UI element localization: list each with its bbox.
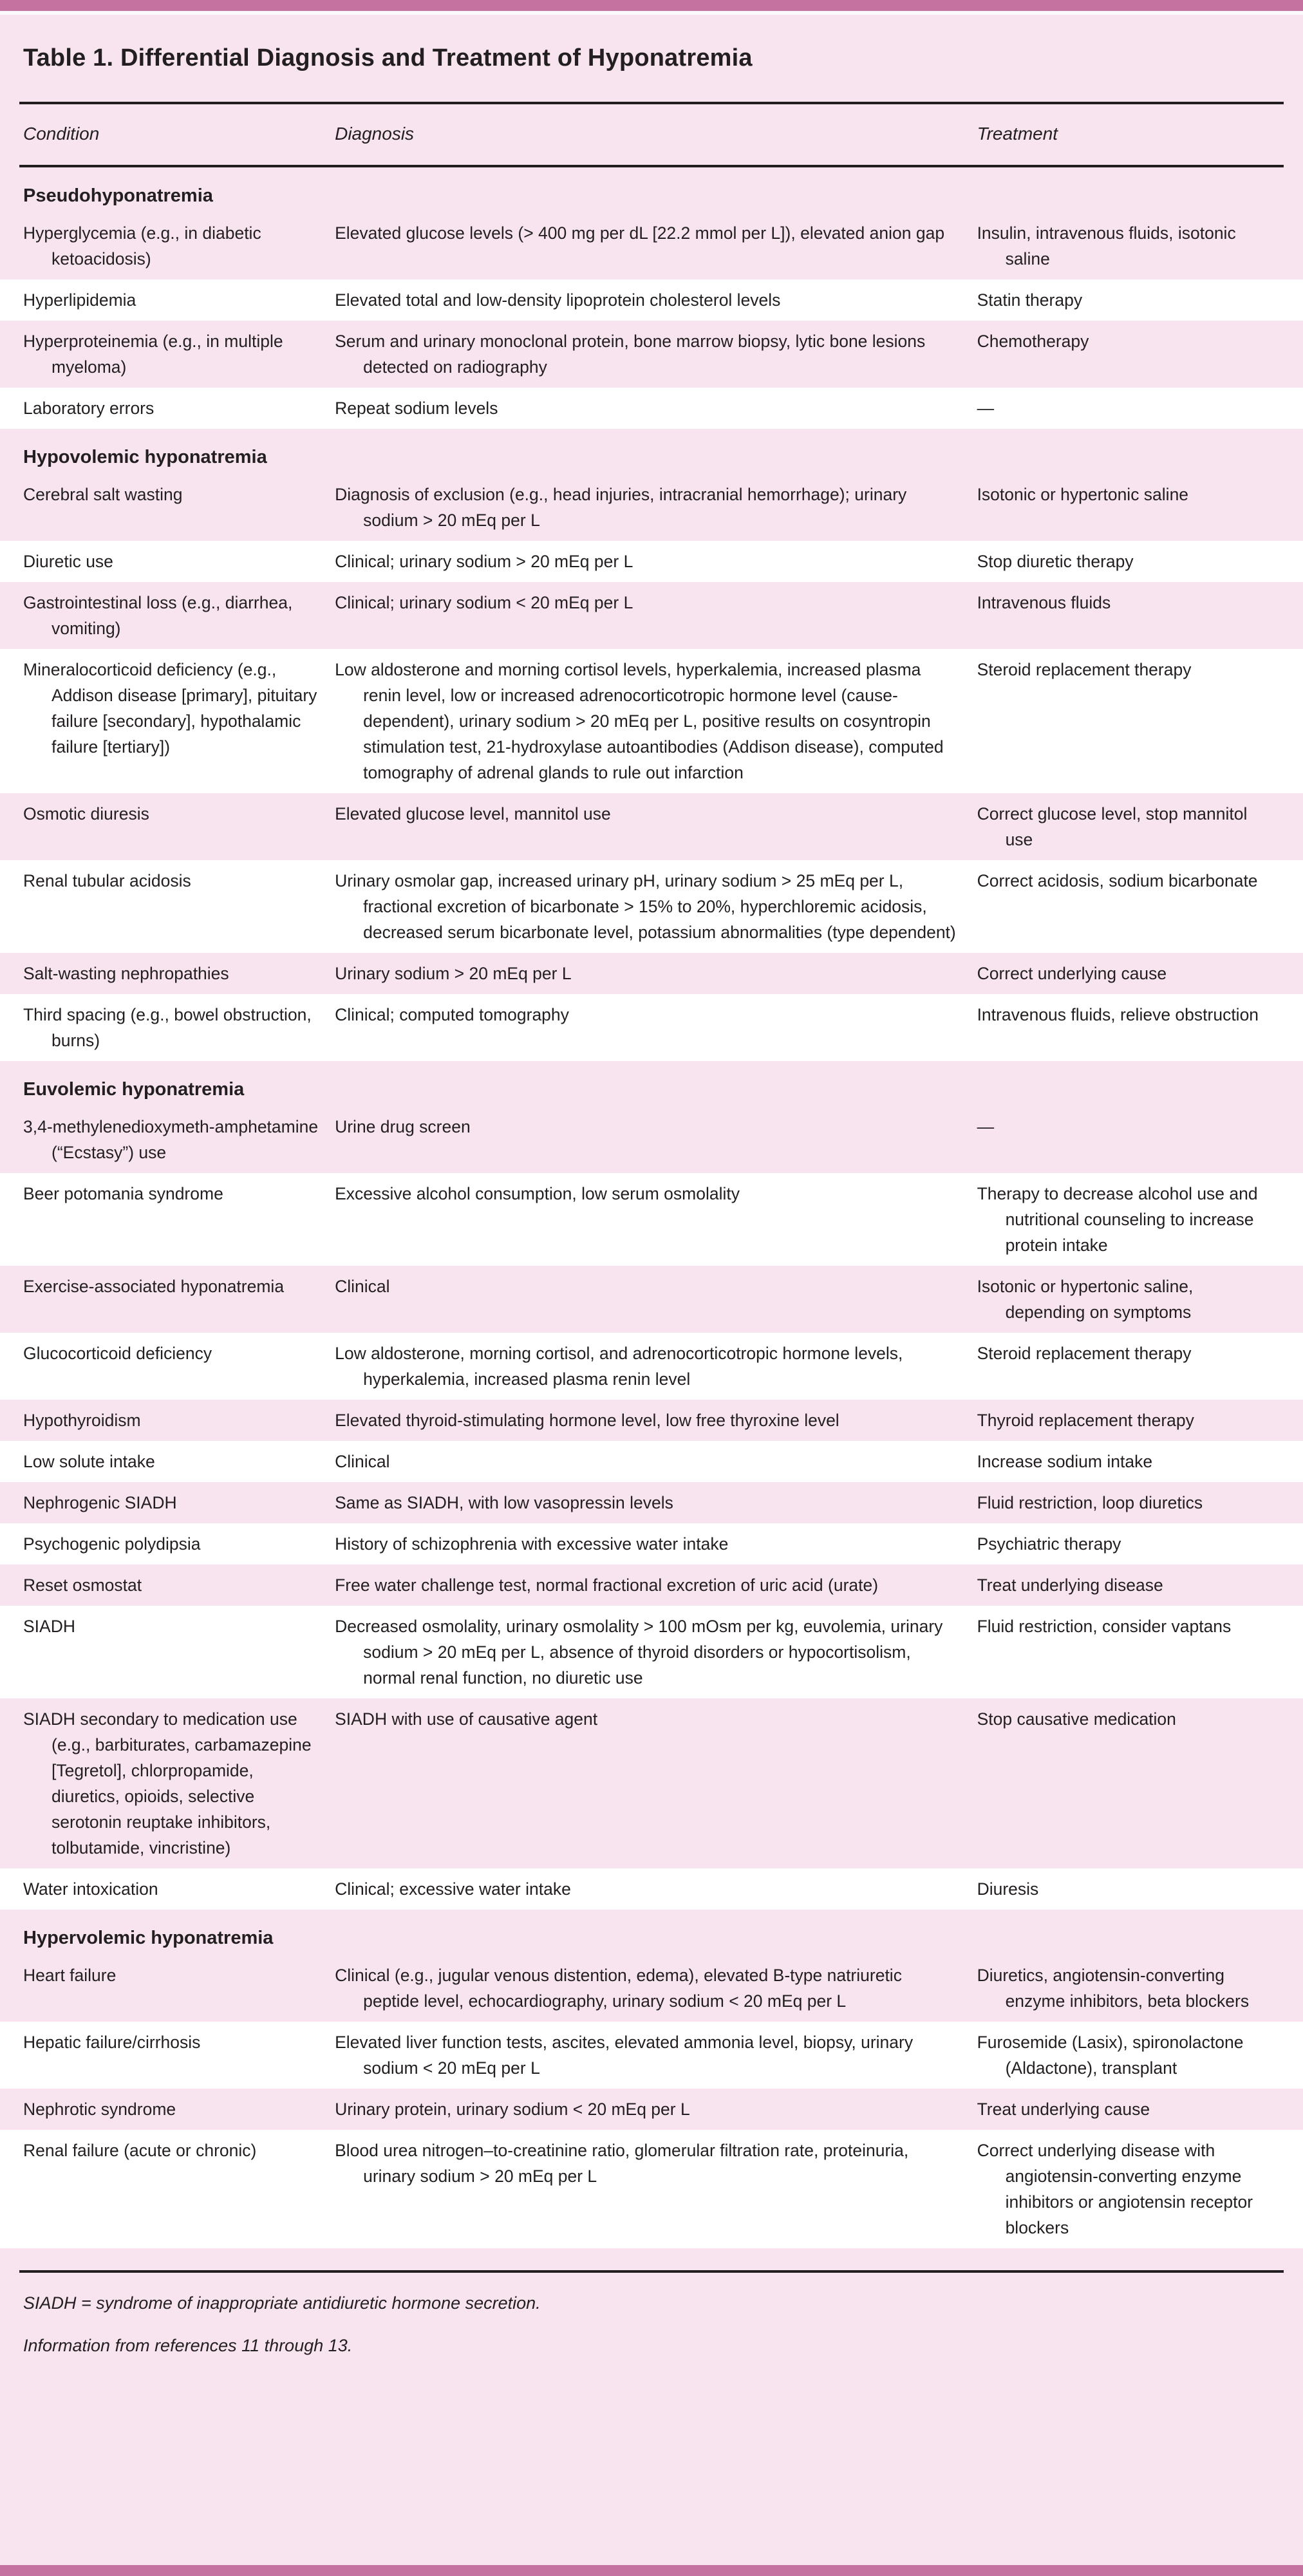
table-row: [0, 2089, 1303, 2130]
section-header: Hypovolemic hyponatremia: [0, 429, 1303, 474]
cell-diagnosis: History of schizophrenia with excessive water intake: [335, 1534, 729, 1554]
cell-diagnosis: Urinary sodium > 20 mEq per L: [335, 964, 572, 983]
cell-treatment: Chemotherapy: [977, 332, 1089, 351]
table-row: [0, 1565, 1303, 1606]
cell-treatment: Therapy to decrease alcohol use and nutritional counseling to increase protein intake: [977, 1184, 1258, 1255]
cell-condition: Hepatic failure/cirrhosis: [23, 2033, 201, 2052]
cell-treatment: Fluid restriction, loop diuretics: [977, 1493, 1203, 1512]
table-row: [0, 279, 1303, 321]
table-row: [0, 1400, 1303, 1441]
cell-condition: Exercise-associated hyponatremia: [23, 1277, 285, 1296]
cell-treatment: Correct underlying cause: [977, 964, 1167, 983]
cell-diagnosis: Elevated liver function tests, ascites, elevated ammonia level, biopsy, urinary sodium < 20 mEq per L: [335, 2033, 914, 2078]
table-row: [0, 1173, 1303, 1266]
cell-condition: Water intoxication: [23, 1879, 158, 1899]
table-masthead: [0, 15, 1303, 167]
cell-treatment: Treat underlying disease: [977, 1575, 1163, 1595]
table-row: [0, 860, 1303, 953]
cell-condition: Nephrotic syndrome: [23, 2100, 176, 2119]
column-header-treatment: Treatment: [977, 124, 1058, 144]
cell-treatment: Furosemide (Lasix), spironolactone (Aldactone), transplant: [977, 2033, 1244, 2078]
cell-treatment: Diuretics, angiotensin-converting enzyme inhibitors, beta blockers: [977, 1966, 1250, 2011]
cell-treatment: Correct underlying disease with angiotensin-converting enzyme inhibitors or angiotensin receptor blockers: [977, 2141, 1253, 2237]
cell-condition: Heart failure: [23, 1966, 117, 1985]
cell-diagnosis: Urine drug screen: [335, 1117, 471, 1136]
cell-diagnosis: Clinical (e.g., jugular venous distention, edema), elevated B-type natriuretic peptide level, echocardiography, urinary sodium < 20 mEq per L: [335, 1966, 902, 2011]
table-row: [0, 1606, 1303, 1698]
table-row: [0, 1266, 1303, 1333]
cell-treatment: Insulin, intravenous fluids, isotonic saline: [977, 223, 1236, 268]
column-header-condition: Condition: [23, 124, 100, 144]
table-row: [0, 953, 1303, 994]
cell-diagnosis: Decreased osmolality, urinary osmolality > 100 mOsm per kg, euvolemia, urinary sodium > 20 mEq per L, absence of thyroid disorders or hypocortisolism, normal renal function, no diuretic use: [335, 1617, 943, 1688]
cell-treatment: Steroid replacement therapy: [977, 660, 1192, 679]
cell-treatment: Correct glucose level, stop mannitol use: [977, 804, 1248, 849]
cell-condition: Beer potomania syndrome: [23, 1184, 223, 1203]
table-row: [0, 649, 1303, 793]
cell-treatment: Isotonic or hypertonic saline, depending on symptoms: [977, 1277, 1194, 1322]
cell-diagnosis: SIADH with use of causative agent: [335, 1709, 598, 1729]
cell-diagnosis: Low aldosterone and morning cortisol levels, hyperkalemia, increased plasma renin level, low or increased adrenocorticotropic hormone level (cause-dependent), urinary sodium > 20 mEq per L, positive results on cosyntropin stimulation test, 21-hydroxylase autoantibodies (Addison disease), computed tomography of adrenal glands to rule out infarction: [335, 660, 944, 782]
cell-condition: Cerebral salt wasting: [23, 485, 183, 504]
cell-diagnosis: Free water challenge test, normal fractional excretion of uric acid (urate): [335, 1575, 879, 1595]
cell-treatment: Isotonic or hypertonic saline: [977, 485, 1189, 504]
cell-diagnosis: Clinical; urinary sodium < 20 mEq per L: [335, 593, 633, 612]
cell-diagnosis: Diagnosis of exclusion (e.g., head injuries, intracranial hemorrhage); urinary sodium > 20 mEq per L: [335, 485, 907, 530]
cell-diagnosis: Clinical; computed tomography: [335, 1005, 569, 1024]
footnote-abbreviation: SIADH = syndrome of inappropriate antidiuretic hormone secretion.: [23, 2293, 541, 2313]
cell-condition: Renal failure (acute or chronic): [23, 2141, 257, 2160]
table-row: [0, 1333, 1303, 1400]
cell-condition: Renal tubular acidosis: [23, 871, 191, 890]
cell-condition: SIADH: [23, 1617, 75, 1636]
cell-condition: Hyperglycemia (e.g., in diabetic ketoacidosis): [23, 223, 261, 268]
cell-diagnosis: Blood urea nitrogen–to-creatinine ratio, glomerular filtration rate, proteinuria, urinary sodium > 20 mEq per L: [335, 2141, 909, 2186]
cell-condition: Psychogenic polydipsia: [23, 1534, 201, 1554]
cell-treatment: Psychiatric therapy: [977, 1534, 1121, 1554]
cell-diagnosis: Urinary osmolar gap, increased urinary pH, urinary sodium > 25 mEq per L, fractional excretion of bicarbonate > 15% to 20%, hyperchloremic acidosis, decreased serum bicarbonate level, potassium abnormalities (type dependent): [335, 871, 956, 942]
table-row: [0, 1955, 1303, 2022]
cell-condition: Hyperlipidemia: [23, 290, 136, 310]
table-row: [0, 2130, 1303, 2248]
cell-condition: Hyperproteinemia (e.g., in multiple myeloma): [23, 332, 283, 377]
table-row: [0, 994, 1303, 1061]
cell-diagnosis: Elevated total and low-density lipoprotein cholesterol levels: [335, 290, 781, 310]
cell-condition: Gastrointestinal loss (e.g., diarrhea, vomiting): [23, 593, 293, 638]
bottom-accent-bar: [0, 2565, 1303, 2576]
cell-condition: Diuretic use: [23, 552, 113, 571]
cell-diagnosis: Elevated thyroid-stimulating hormone level, low free thyroxine level: [335, 1411, 839, 1430]
section-header: Euvolemic hyponatremia: [0, 1061, 1303, 1106]
table-row: [0, 793, 1303, 860]
cell-condition: SIADH secondary to medication use (e.g., barbiturates, carbamazepine [Tegretol], chlorpropamide, diuretics, opioids, selective serotonin reuptake inhibitors, tolbutamide, vincristine): [23, 1709, 312, 1857]
cell-diagnosis: Elevated glucose levels (> 400 mg per dL [22.2 mmol per L]), elevated anion gap: [335, 223, 945, 243]
cell-condition: Reset osmostat: [23, 1575, 142, 1595]
cell-diagnosis: Urinary protein, urinary sodium < 20 mEq per L: [335, 2100, 690, 2119]
cell-diagnosis: Same as SIADH, with low vasopressin levels: [335, 1493, 673, 1512]
cell-condition: Glucocorticoid deficiency: [23, 1344, 212, 1363]
footnote-references: Information from references 11 through 13.: [23, 2336, 353, 2355]
table-body: [0, 167, 1303, 2248]
cell-diagnosis: Clinical; excessive water intake: [335, 1879, 571, 1899]
cell-treatment: Diuresis: [977, 1879, 1039, 1899]
top-accent-bar: [0, 0, 1303, 11]
cell-condition: Third spacing (e.g., bowel obstruction, burns): [23, 1005, 312, 1050]
cell-diagnosis: Clinical; urinary sodium > 20 mEq per L: [335, 552, 633, 571]
cell-treatment: Increase sodium intake: [977, 1452, 1153, 1471]
column-header-row: [19, 104, 1284, 165]
cell-condition: Low solute intake: [23, 1452, 155, 1471]
cell-condition: Laboratory errors: [23, 399, 155, 418]
cell-treatment: Fluid restriction, consider vaptans: [977, 1617, 1232, 1636]
table-row: [0, 212, 1303, 279]
cell-condition: 3,4-methylenedioxymeth-amphetamine (“Ecstasy”) use: [23, 1117, 319, 1162]
cell-diagnosis: Repeat sodium levels: [335, 399, 498, 418]
table-title: Table 1. Differential Diagnosis and Treatment of Hyponatremia: [23, 44, 753, 71]
cell-treatment: Correct acidosis, sodium bicarbonate: [977, 871, 1258, 890]
table-row: [0, 1523, 1303, 1565]
table-row: [0, 1868, 1303, 1910]
cell-condition: Nephrogenic SIADH: [23, 1493, 177, 1512]
cell-treatment: Intravenous fluids, relieve obstruction: [977, 1005, 1259, 1024]
cell-treatment: Thyroid replacement therapy: [977, 1411, 1194, 1430]
cell-treatment: Treat underlying cause: [977, 2100, 1150, 2119]
cell-condition: Salt-wasting nephropathies: [23, 964, 229, 983]
cell-treatment: —: [977, 399, 995, 418]
column-header-diagnosis: Diagnosis: [335, 124, 415, 144]
cell-condition: Osmotic diuresis: [23, 804, 149, 823]
table-row: [0, 321, 1303, 388]
table-row: [0, 1106, 1303, 1173]
cell-condition: Hypothyroidism: [23, 1411, 141, 1430]
cell-treatment: Intravenous fluids: [977, 593, 1111, 612]
cell-treatment: —: [977, 1117, 995, 1136]
table-row: [0, 388, 1303, 429]
cell-diagnosis: Clinical: [335, 1277, 390, 1296]
cell-treatment: Stop causative medication: [977, 1709, 1176, 1729]
cell-diagnosis: Low aldosterone, morning cortisol, and adrenocorticotropic hormone levels, hyperkalemia, increased plasma renin level: [335, 1344, 903, 1389]
cell-diagnosis: Excessive alcohol consumption, low serum osmolality: [335, 1184, 740, 1203]
cell-diagnosis: Elevated glucose level, mannitol use: [335, 804, 611, 823]
cell-treatment: Steroid replacement therapy: [977, 1344, 1192, 1363]
table-row: [0, 474, 1303, 541]
section-header: Hypervolemic hyponatremia: [0, 1910, 1303, 1955]
table-row: [0, 541, 1303, 582]
table-row: [0, 1698, 1303, 1868]
cell-treatment: Stop diuretic therapy: [977, 552, 1134, 571]
cell-condition: Mineralocorticoid deficiency (e.g., Addison disease [primary], pituitary failure [secondary], hypothalamic failure [tertiary]): [23, 660, 317, 757]
section-header: Pseudohyponatremia: [0, 167, 1303, 212]
table-row: [0, 582, 1303, 649]
table-row: [0, 1482, 1303, 1523]
table-footer: [0, 2248, 1303, 2565]
table-row: [0, 1441, 1303, 1482]
cell-diagnosis: Clinical: [335, 1452, 390, 1471]
cell-diagnosis: Serum and urinary monoclonal protein, bone marrow biopsy, lytic bone lesions detected on radiography: [335, 332, 926, 377]
table-row: [0, 2022, 1303, 2089]
cell-treatment: Statin therapy: [977, 290, 1083, 310]
